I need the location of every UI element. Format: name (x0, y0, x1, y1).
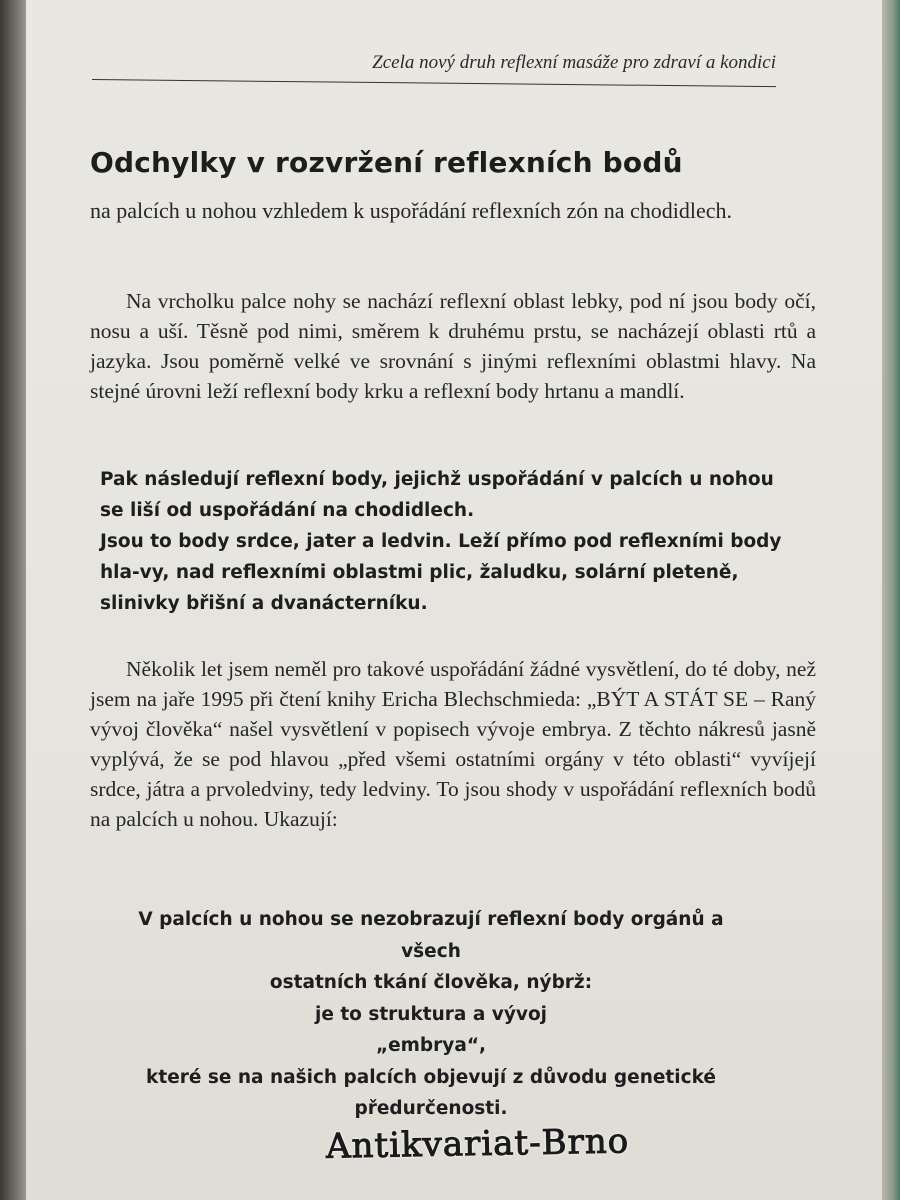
page-subtitle: na palcích u nohou vzhledem k uspořádání reflexních zón na chodidlech. (90, 198, 733, 223)
bold-paragraph-2: Jsou to body srdce, jater a ledvin. Leží přímo pod reflexními body hla-vy, nad reflexními oblastmi plic, žaludku, solární pleteně, slinivky břišní a dvanácterníku. (100, 531, 782, 614)
book-spine-shadow (0, 0, 26, 1200)
centered-conclusion (106, 904, 756, 1125)
centered-line-6: předurčenosti. (354, 1098, 508, 1119)
centered-line-3: je to struktura a vývoj (315, 1003, 547, 1025)
centered-line-2: ostatních tkání člověka, nýbrž: (269, 972, 593, 993)
page-title: Odchylky v rozvržení reflexních bodů (90, 146, 683, 179)
header-rule (92, 79, 776, 87)
paragraph-1: Na vrcholku palce nohy se nachází reflexní oblast lebky, pod ní jsou body očí, nosu a uší. Těsně pod nimi, směrem k druhému prstu, se nacházejí oblasti rtů a jazyka. Jsou poměrně velké ve srovnání s jinými reflexními oblastmi hlavy. Na stejné úrovni leží reflexní body krku a reflexní body hrtanu a mandlí. (90, 289, 816, 403)
centered-line-1: V palcích u nohou se nezobrazují reflexní body orgánů a všech (138, 909, 724, 962)
paragraph-2: Několik let jsem neměl pro takové uspořádání žádné vysvětlení, do té doby, než jsem na jaře 1995 při čtení knihy Ericha Blechschmieda: „BÝT A STÁT SE – Raný vývoj člověka“ našel vysvětlení v popisech vývoje embrya. Z těchto nákresů jasně vyplývá, že se pod hlavou „před všemi ostatními orgány v této oblasti“ vyvíjejí srdce, játra a prvoledviny, tedy ledviny. To jsou shody v uspořádání reflexních bodů na palcích u nohou. Ukazují: (90, 657, 816, 831)
bold-paragraph-1: Pak následují reflexní body, jejichž uspořádání v palcích u nohou se liší od uspořádání na chodidlech. (100, 469, 774, 521)
centered-line-4: „embrya“, (375, 1035, 487, 1056)
page-edge-right (882, 0, 900, 1200)
seller-watermark: Antikvariat-Brno (325, 1121, 630, 1167)
centered-line-5: které se na našich palcích objevují z důvodu genetické (146, 1066, 716, 1088)
running-head: Zcela nový druh reflexní masáže pro zdraví a kondici (372, 52, 776, 73)
book-page (26, 0, 882, 1200)
